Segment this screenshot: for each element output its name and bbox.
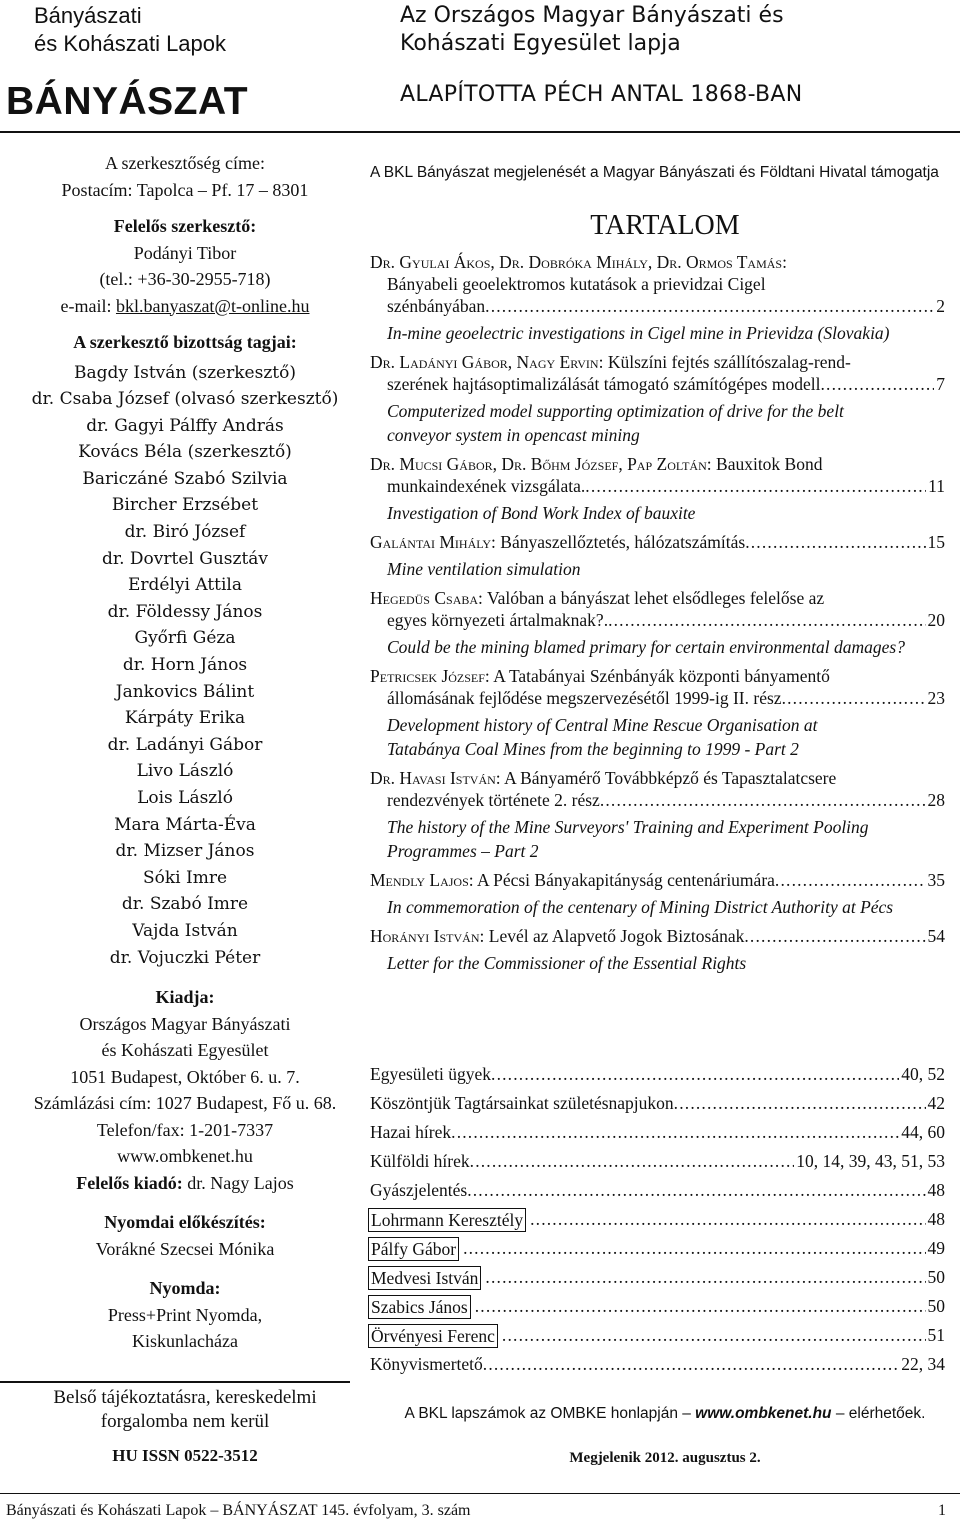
toc-authors: Petricsek József: bbox=[370, 666, 490, 686]
misc-item[interactable] bbox=[370, 1350, 945, 1379]
editorial-address-label: A szerkesztőség címe: bbox=[105, 153, 265, 173]
toc-english-title bbox=[370, 321, 945, 345]
board-member: Mara Márta-Éva bbox=[114, 814, 256, 835]
toc-entry-line bbox=[370, 531, 945, 553]
editor-email-prefix: e-mail: bbox=[60, 295, 116, 316]
publisher-line: Számlázási cím: 1027 Budapest, Fő u. 68. bbox=[33, 1093, 337, 1114]
publisher-line: Országos Magyar Bányászati bbox=[79, 1013, 291, 1034]
footer-divider bbox=[0, 1493, 960, 1494]
misc-item-page: 49 bbox=[927, 1238, 945, 1258]
publisher-info bbox=[0, 1011, 370, 1170]
toc-entry[interactable] bbox=[370, 587, 945, 659]
toc-title-line bbox=[370, 295, 945, 317]
toc-english-line: Letter for the Commissioner of the Essential Rights bbox=[387, 953, 747, 973]
toc-title-start: Bauxitok Bond bbox=[711, 454, 823, 474]
toc-english-line: Investigation of Bond Work Index of bauxite bbox=[387, 503, 696, 523]
web-note-url[interactable]: www.ombkenet.hu bbox=[695, 1405, 832, 1422]
board-member: dr. Gagyi Pálffy András bbox=[86, 415, 284, 436]
responsible-publisher bbox=[0, 1170, 370, 1197]
toc-title: rendezvények története 2. rész bbox=[387, 790, 600, 810]
board-member: Vajda István bbox=[132, 920, 238, 941]
toc-author-line bbox=[370, 351, 945, 373]
misc-item-label: Örvényesi Ferenc bbox=[368, 1324, 498, 1348]
toc-entry[interactable] bbox=[370, 665, 945, 761]
misc-item-label: Könyvismertető bbox=[370, 1354, 483, 1374]
toc-page: 15 bbox=[927, 532, 945, 552]
board-member: Bariczáné Szabó Szilvia bbox=[82, 468, 288, 489]
editor-email-link[interactable]: bkl.banyaszat@t-online.hu bbox=[115, 295, 310, 316]
web-note-prefix: A BKL lapszámok az OMBKE honlapján – bbox=[404, 1405, 696, 1422]
misc-item-page: 44, 60 bbox=[901, 1122, 945, 1142]
misc-item[interactable] bbox=[370, 1321, 945, 1350]
toc-title-start: Valóban a bányászat lehet elsődleges felelőse az bbox=[482, 588, 825, 608]
toc-title-start: Külszíni fejtés szállítószalag-rend- bbox=[603, 352, 851, 372]
toc-title: A Pécsi Bányakapitányság centenáriumára bbox=[473, 870, 775, 890]
misc-item[interactable] bbox=[370, 1089, 945, 1118]
publisher-label: Kiadja: bbox=[155, 987, 215, 1008]
organization-line1: Az Országos Magyar Bányászati és bbox=[400, 3, 784, 28]
misc-leader-dots bbox=[491, 1060, 899, 1089]
masthead-column bbox=[0, 150, 370, 1355]
misc-item[interactable] bbox=[370, 1176, 945, 1205]
toc-english-line: Computerized model supporting optimization of drive for the belt bbox=[387, 401, 844, 421]
toc-leader-dots bbox=[775, 869, 926, 891]
board-member: dr. Szabó Imre bbox=[121, 894, 249, 915]
toc-english-title bbox=[370, 815, 945, 863]
release-note: Megjelenik 2012. augusztus 2. bbox=[569, 1450, 761, 1466]
misc-item[interactable] bbox=[370, 1234, 945, 1263]
footer-line bbox=[6, 1502, 471, 1520]
web-note-suffix: – elérhetőek. bbox=[831, 1405, 926, 1422]
toc-entry[interactable] bbox=[370, 869, 945, 919]
organization-line2: Kohászati Egyesület lapja bbox=[400, 31, 681, 56]
footer-publication: Bányászati és Kohászati Lapok – bbox=[6, 1502, 223, 1519]
misc-item-page: 48 bbox=[927, 1180, 945, 1200]
board-label: A szerkesztő bizottság tagjai: bbox=[73, 332, 297, 352]
toc-title-start: A Bányamérő Továbbképző és Tapasztalatcsere bbox=[500, 768, 837, 788]
toc-author-line bbox=[370, 665, 945, 687]
toc-leader-dots bbox=[608, 609, 925, 631]
toc-english-title bbox=[370, 635, 945, 659]
support-note: A BKL Bányászat megjelenését a Magyar Bányászati és Földtani Hivatal támogatja bbox=[370, 164, 939, 181]
publication-name-line1: Bányászati bbox=[34, 3, 142, 28]
misc-item-label: Medvesi István bbox=[368, 1266, 481, 1290]
board-member: Győrfi Géza bbox=[134, 628, 236, 649]
misc-item-label: Lohrmann Keresztély bbox=[368, 1208, 526, 1232]
toc-author-line bbox=[370, 251, 945, 273]
responsible-publisher-label: Felelős kiadó: bbox=[76, 1172, 183, 1193]
toc-english-title bbox=[370, 713, 945, 761]
toc-english-title bbox=[370, 895, 945, 919]
printer-label: Nyomda: bbox=[149, 1278, 221, 1299]
toc-entry[interactable] bbox=[370, 453, 945, 525]
toc-authors: Horányi István: bbox=[370, 926, 485, 946]
toc-entry-text bbox=[370, 531, 745, 553]
misc-leader-dots bbox=[485, 1263, 925, 1292]
toc-entry-line bbox=[370, 925, 945, 947]
toc-english-line: In-mine geoelectric investigations in Cigel mine in Prievidza (Slovakia) bbox=[387, 323, 890, 343]
publisher-line: Telefon/fax: 1-201-7337 bbox=[96, 1119, 274, 1140]
toc-english-line: Development history of Central Mine Rescue Organisation at bbox=[387, 715, 818, 735]
board-member: Jankovics Bálint bbox=[115, 681, 255, 702]
toc-title: munkaindexének vizsgálata. bbox=[387, 476, 586, 496]
misc-item[interactable] bbox=[370, 1263, 945, 1292]
misc-item-label: Pálfy Gábor bbox=[368, 1237, 459, 1261]
toc-title-line bbox=[370, 273, 945, 295]
toc-title: állomásának fejlődése megszervezésétől 1999-ig II. rész bbox=[387, 688, 782, 708]
toc-entry-text bbox=[370, 869, 775, 891]
toc-leader-dots bbox=[820, 373, 934, 395]
board-member: Erdélyi Attila bbox=[127, 575, 242, 596]
board-member: Kovács Béla (szerkesztő) bbox=[78, 442, 292, 463]
toc-title-line bbox=[370, 789, 945, 811]
toc-title: Levél az Alapvető Jogok Biztosának bbox=[484, 926, 745, 946]
founded-line: ALAPÍTOTTA PÉCH ANTAL 1868-BAN bbox=[400, 82, 803, 107]
board-member: Lois László bbox=[137, 788, 233, 808]
misc-leader-dots bbox=[530, 1205, 925, 1234]
toc-title-line bbox=[370, 373, 945, 395]
toc-authors: Galántai Mihály: bbox=[370, 532, 496, 552]
page-number: 1 bbox=[938, 1502, 946, 1519]
misc-leader-dots bbox=[483, 1350, 899, 1379]
toc-english-title bbox=[370, 399, 945, 447]
toc-leader-dots bbox=[744, 925, 925, 947]
toc-title: Bányabeli geoelektromos kutatások a prievidzai Cigel bbox=[387, 274, 766, 294]
board-member: Bircher Erzsébet bbox=[111, 495, 259, 516]
distribution-note bbox=[0, 1386, 370, 1434]
misc-item-label: Egyesületi ügyek bbox=[370, 1064, 492, 1084]
board-member: Sóki Imre bbox=[142, 867, 228, 888]
left-column-divider bbox=[0, 1381, 350, 1383]
misc-leader-dots bbox=[463, 1234, 925, 1263]
toc-english-title bbox=[370, 557, 945, 581]
editor-email-line bbox=[0, 293, 370, 320]
misc-item-page: 50 bbox=[927, 1267, 945, 1287]
toc-english-line: In commemoration of the centenary of Mining District Authority at Pécs bbox=[387, 897, 894, 917]
toc-authors: Dr. Gyulai Ákos, Dr. Dobróka Mihály, Dr. Ormos Tamás: bbox=[370, 252, 787, 272]
toc-leader-dots bbox=[782, 687, 926, 709]
toc-author-line bbox=[370, 767, 945, 789]
publication-name-line2: és Kohászati Lapok bbox=[34, 31, 227, 56]
misc-item-page: 40, 52 bbox=[901, 1064, 945, 1084]
publisher-line: 1051 Budapest, Október 6. u. 7. bbox=[70, 1066, 300, 1087]
misc-item-label: Hazai hírek bbox=[370, 1122, 452, 1142]
board-member: dr. Biró József bbox=[124, 522, 246, 543]
toc-page: 11 bbox=[928, 476, 945, 496]
board-member: dr. Ladányi Gábor bbox=[107, 734, 263, 755]
misc-item-page: 10, 14, 39, 43, 51, 53 bbox=[796, 1151, 945, 1171]
misc-item[interactable] bbox=[370, 1147, 945, 1176]
toc-english-title bbox=[370, 951, 945, 975]
toc-page: 7 bbox=[936, 374, 945, 394]
misc-item-page: 22, 34 bbox=[901, 1354, 945, 1374]
responsible-publisher-name: dr. Nagy Lajos bbox=[182, 1172, 294, 1193]
publisher-line: és Kohászati Egyesület bbox=[101, 1040, 269, 1061]
board-member: dr. Földessy János bbox=[107, 601, 263, 622]
misc-item-label: Köszöntjük Tagtársainkat születésnapjukon bbox=[370, 1093, 674, 1113]
toc-english-line: Could be the mining blamed primary for certain environmental damages? bbox=[387, 637, 905, 657]
toc-english-line: Mine ventilation simulation bbox=[387, 559, 581, 579]
board-member: dr. Mizser János bbox=[115, 841, 255, 862]
misc-leader-dots bbox=[470, 1147, 795, 1176]
toc-page: 2 bbox=[936, 296, 945, 316]
publisher-line: www.ombkenet.hu bbox=[117, 1146, 253, 1167]
misc-item-page: 42 bbox=[927, 1093, 945, 1113]
toc-entry[interactable] bbox=[370, 767, 945, 863]
toc-title-line bbox=[370, 475, 945, 497]
organization-line bbox=[400, 2, 784, 58]
prepress-label: Nyomdai előkészítés: bbox=[104, 1212, 266, 1233]
editor-name: Podányi Tibor bbox=[133, 242, 237, 263]
toc-author-line bbox=[370, 453, 945, 475]
misc-item[interactable] bbox=[370, 1060, 945, 1089]
board-member: dr. Dovrtel Gusztáv bbox=[101, 548, 269, 569]
toc-page: 28 bbox=[927, 790, 945, 810]
toc-title: Bányaszellőztetés, hálózatszámítás bbox=[495, 532, 746, 552]
toc-title-start: A Tatabányai Szénbányák központi bányamentő bbox=[489, 666, 830, 686]
misc-item[interactable] bbox=[370, 1292, 945, 1321]
board-member: Bagdy István (szerkesztő) bbox=[73, 362, 296, 383]
toc-authors: Dr. Havasi István: bbox=[370, 768, 501, 788]
toc-page: 54 bbox=[927, 926, 945, 946]
toc-entry-line bbox=[370, 869, 945, 891]
toc-english-line: conveyor system in opencast mining bbox=[387, 425, 640, 445]
misc-leader-dots bbox=[502, 1321, 926, 1350]
toc-page: 35 bbox=[927, 870, 945, 890]
toc-english-title bbox=[370, 501, 945, 525]
toc-authors: Mendly Lajos: bbox=[370, 870, 474, 890]
misc-leader-dots bbox=[674, 1089, 926, 1118]
contents-heading: TARTALOM bbox=[590, 210, 740, 241]
distribution-line2: forgalomba nem kerül bbox=[100, 1411, 270, 1432]
misc-item-page: 50 bbox=[927, 1296, 945, 1316]
toc-title: egyes környezeti ártalmaknak?. bbox=[387, 610, 609, 630]
misc-item-label: Gyászjelentés bbox=[370, 1180, 468, 1200]
misc-item[interactable] bbox=[370, 1205, 945, 1234]
toc-title: szerének hajtásoptimalizálását támogató számítógépes modell bbox=[387, 374, 821, 394]
footer-title: BÁNYÁSZAT bbox=[222, 1502, 318, 1519]
header-divider bbox=[0, 131, 960, 133]
toc-authors: Hegedüs Csaba: bbox=[370, 588, 483, 608]
misc-leader-dots bbox=[451, 1118, 899, 1147]
toc-title: szénbányában bbox=[387, 296, 486, 316]
editor-phone: (tel.: +36-30-2955-718) bbox=[99, 269, 271, 289]
toc-author-line bbox=[370, 587, 945, 609]
toc-page: 20 bbox=[927, 610, 945, 630]
footer-volume: 145. évfolyam, 3. szám bbox=[317, 1502, 471, 1519]
toc-authors: Dr. Mucsi Gábor, Dr. Bőhm József, Pap Zoltán: bbox=[370, 454, 712, 474]
board-member: Kárpáty Erika bbox=[124, 708, 246, 729]
board-member: dr. Vojuczki Péter bbox=[109, 947, 261, 968]
toc-english-line: The history of the Mine Surveyors' Training and Experiment Pooling bbox=[387, 817, 869, 837]
editor-label: Felelős szerkesztő: bbox=[113, 216, 257, 236]
misc-item-page: 48 bbox=[927, 1209, 945, 1229]
misc-item[interactable] bbox=[370, 1118, 945, 1147]
toc-leader-dots bbox=[600, 789, 926, 811]
publication-name bbox=[34, 2, 226, 58]
misc-leader-dots bbox=[467, 1176, 925, 1205]
prepress-name: Vorákné Szecsei Mónika bbox=[95, 1238, 275, 1259]
toc-entry[interactable] bbox=[370, 251, 945, 345]
toc-title-line bbox=[370, 687, 945, 709]
toc-entry[interactable] bbox=[370, 925, 945, 975]
printer-line2: Kiskunlacháza bbox=[132, 1331, 238, 1352]
misc-item-label: Külföldi hírek bbox=[370, 1151, 470, 1171]
toc-entry[interactable] bbox=[370, 351, 945, 447]
toc-leader-dots bbox=[745, 531, 925, 553]
board-member: Livo László bbox=[136, 761, 234, 782]
board-member: dr. Horn János bbox=[122, 655, 248, 676]
printer-line1: Press+Print Nyomda, bbox=[107, 1304, 263, 1325]
board-member-list bbox=[0, 360, 370, 972]
toc-page: 23 bbox=[927, 688, 945, 708]
toc-leader-dots bbox=[585, 475, 926, 497]
web-note bbox=[370, 1405, 960, 1423]
toc-entry-text bbox=[370, 925, 744, 947]
distribution-line1: Belső tájékoztatásra, kereskedelmi bbox=[53, 1387, 317, 1408]
journal-title: BÁNYÁSZAT bbox=[6, 80, 249, 123]
misc-contents-list bbox=[370, 1060, 945, 1379]
board-member: dr. Csaba József (olvasó szerkesztő) bbox=[31, 389, 339, 410]
toc-title-line bbox=[370, 609, 945, 631]
issn: HU ISSN 0522-3512 bbox=[112, 1446, 258, 1465]
toc-entry[interactable] bbox=[370, 531, 945, 581]
toc-authors: Dr. Ladányi Gábor, Nagy Ervin: bbox=[370, 352, 604, 372]
postal-address: Postacím: Tapolca – Pf. 17 – 8301 bbox=[61, 179, 309, 200]
toc-english-line: Programmes – Part 2 bbox=[387, 841, 539, 861]
toc-english-line: Tatabánya Coal Mines from the beginning to 1999 - Part 2 bbox=[387, 739, 799, 759]
misc-leader-dots bbox=[475, 1292, 926, 1321]
misc-item-page: 51 bbox=[927, 1325, 945, 1345]
table-of-contents bbox=[370, 251, 945, 981]
misc-item-label: Szabics János bbox=[368, 1295, 471, 1319]
toc-leader-dots bbox=[485, 295, 934, 317]
